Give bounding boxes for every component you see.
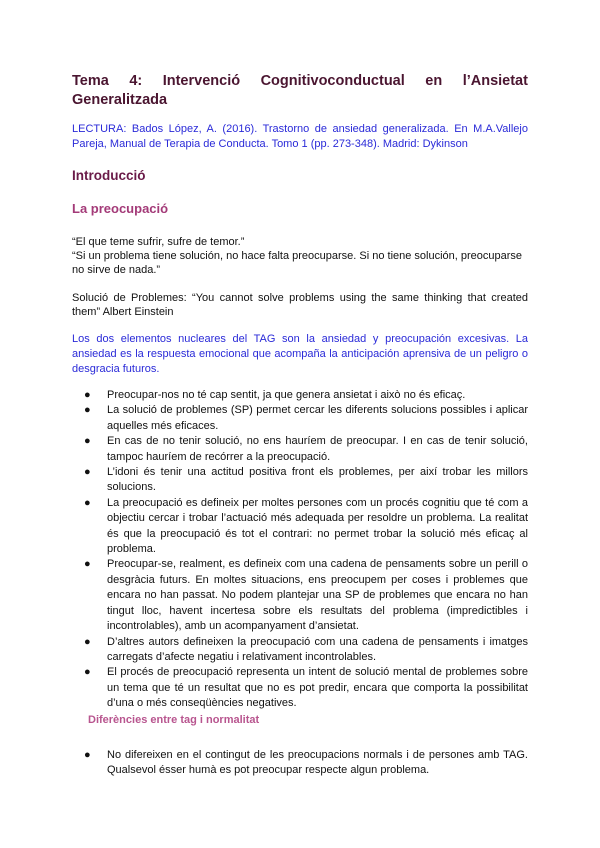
bullet-icon: ● <box>84 666 91 679</box>
einstein-quote: Solució de Problemes: “You cannot solve problems using the same thinking that created them” Albert Einstein <box>72 292 528 318</box>
list-item: ● El procés de preocupació representa un intent de solució mental de problemes sobre un tema que té un resultat que no es pot predir, encara que comporta la possibilitat d’una o més conseqüències negatives. <box>84 666 528 710</box>
bullet-icon: ● <box>84 558 91 571</box>
heading-diferencies: Diferències entre tag i normalitat <box>88 714 260 726</box>
list-item: ● L’idoni és tenir una actitud positiva front els problemes, per així trobar les millors solucions. <box>84 466 528 494</box>
bullet-icon: ● <box>84 635 91 648</box>
list-item: ● No difereixen en el contingut de les preocupacions normals i de persones amb TAG. Qualsevol ésser humà es pot preocupar respecte algun problema. <box>84 749 528 777</box>
quote-2: “Si un problema tiene solución, no hace falta preocuparse. Si no tiene solución, preocuparse no sirve de nada.” <box>72 250 523 276</box>
title-word: en <box>425 73 443 89</box>
list-item: ● D’altres autors defineixen la preocupació com una cadena de pensaments i imatges carregats d’afecte negatiu i relativament incontrolables. <box>84 635 528 663</box>
bullet-icon: ● <box>84 435 91 448</box>
tag-definition-paragraph: Los dos elementos nucleares del TAG son la ansiedad y preocupación excesivas. La ansiedad es la respuesta emocional que acompaña la anticipación aprensiva de un peligro o desgracia futuros. <box>72 333 528 375</box>
list-item: ● Preocupar-nos no té cap sentit, ja que genera ansietat i això no és eficaç. <box>72 388 528 403</box>
reading-reference: LECTURA: Bados López, A. (2016). Trastorno de ansiedad generalizada. En M.A.Vallejo Pareja, Manual de Terapia de Conducta. Tomo 1 (pp. 273-348). Madrid: Dykinson <box>72 123 528 150</box>
heading-introduccio: Introducció <box>72 168 146 183</box>
title-word: Cognitivoconductual <box>260 73 405 89</box>
title-word: Intervenció <box>162 73 241 89</box>
title-word: Tema <box>72 73 109 89</box>
list-item: ● La solució de problemes (SP) permet cercar les diferents solucions possibles i aplicar aquelles més eficaces. <box>84 404 528 432</box>
quotes-block <box>72 235 532 277</box>
title-word: 4: <box>129 73 143 89</box>
list-item: ● Preocupar-se, realment, es defineix com una cadena de pensaments sobre un perill o desgràcia futurs. En moltes situacions, ens preocupem per coses i problemes que encara no han passat. No podem plantejar una SP de problemes que encara no han tingut lloc, havent incertesa sobre els resultats del problema (impredictibles i incontrolables), amb un acompanyament d’ansietat. <box>84 558 528 633</box>
bullet-icon: ● <box>84 389 91 401</box>
quote-1: “El que teme sufrir, sufre de temor.” <box>72 236 245 248</box>
document-title <box>72 72 528 110</box>
list-item: ● La preocupació es defineix per moltes persones com un procés cognitiu que té com a objectiu cercar i trobar l’actuació més adequada per resoldre un problema. La realitat és que la preocupació és tot el contrari: no permet trobar la solució més eficaç al problema. <box>84 496 528 556</box>
bullet-icon: ● <box>84 496 91 509</box>
heading-preocupacio: La preocupació <box>72 201 169 216</box>
bullet-icon: ● <box>84 749 91 761</box>
title-line-2: Generalitzada <box>72 92 168 108</box>
bullet-list-2 <box>72 748 528 779</box>
bullet-icon: ● <box>84 466 91 479</box>
bullet-icon: ● <box>84 404 91 417</box>
list-item: ● En cas de no tenir solució, no ens hauríem de preocupar. I en cas de tenir solució, tampoc hauríem de recórrer a la preocupació. <box>84 435 528 463</box>
bullet-list <box>72 388 528 712</box>
title-word: l’Ansietat <box>462 73 528 89</box>
